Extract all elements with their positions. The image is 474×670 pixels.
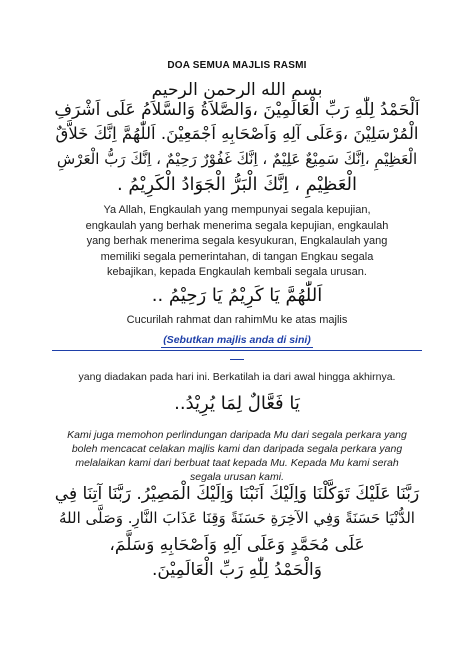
arabic-closing-line: عَلَى مُحَمَّدٍ وَعَلَى آلِهِ وَاَصْحَابِهِ وَسَلَّمَ، [109,535,365,555]
fill-in-dash [230,359,244,360]
majlis-name-placeholder [0,334,474,346]
malay-invocation-text: Cucurilah rahmat dan rahimMu ke atas majlis [126,314,348,326]
text-line: memiliki segala pemerintahan, di tangan Engkau segala [100,250,374,263]
text-line: segala urusan kami. [190,471,284,483]
text-line: kebajikan, kepada Engkaulah kembali segala urusan. [107,266,367,278]
malay-translation-paragraph [52,203,422,281]
text-line: Ya Allah, Engkaulah yang mempunyai segala kepujian, [103,204,371,216]
malay-protection-paragraph [52,428,422,484]
arabic-basmala: بسم الله الرحمن الرحيم [151,80,323,100]
arabic-invocation: اَللّٰهُمَّ يَا كَرِيْمُ يَا رَحِيْمُ .. [151,285,323,306]
arabic-closing-line: الدُّنْيَا حَسَنَةً وَفِي الآخِرَةِ حَسَنَةً وَقِنَا عَذَابَ النَّارِ. وَصَلَّى اللهُ [59,509,415,527]
arabic-opening-line: الْعَظِيْمِ ،اِنَّكَ سَمِيْعٌ عَلِيْمٌ ، اِنَّكَ غَفُوْرٌ رَحِيْمٌ ، اِنَّكَ رَبُّ الْعَرْشِ [56,150,418,168]
text-line: boleh mencacat celakan majlis kami dan daripada segala perkara yang [71,443,403,455]
arabic-opening-line: الْمُرْسَلِيْنَ ،وَعَلَى آلِهِ وَاَصْحَابِهِ اَجْمَعِيْنَ. اَللّٰهُمَّ اِنَّكَ خَلاَّقٌ [55,124,419,143]
text-line: engkaulah yang berhak menerima segala kepujian, engkaulah [85,219,389,232]
arabic-opening-line: اَلْحَمْدُ لِلّٰهِ رَبِّ الْعَالَمِيْنَ ،وَالصَّلاَةُ وَالسَّلاَمُ عَلَى اَشْرَفِ [54,100,420,120]
arabic-opening-line: الْعَظِيْمِ ، اِنَّكَ الْبَرُّ الْجَوَادُ الْكَرِيْمُ . [116,174,357,195]
page-title: DOA SEMUA MAJLIS RASMI [167,60,307,71]
placeholder-text: (Sebutkan majlis anda di sini) [163,334,311,346]
fill-in-line [52,350,422,351]
arabic-closing-line: وَالْحَمْدُ لِلّٰهِ رَبِّ الْعَالَمِيْنَ. [152,560,322,580]
malay-blessing-text: yang diadakan pada hari ini. Berkatilah ia dari awal hingga akhirnya. [78,371,396,383]
text-line: Kami juga memohon perlindungan daripada Mu dari segala perkara yang [67,429,407,441]
arabic-closing-line: رَبَّنَا عَلَيْكَ تَوَكَّلْنَا وَاِلَيْكَ اَنَبْنَا وَاِلَيْكَ الْمَصِيْرُ. رَبَّنَا آتِنَا فِي [54,484,420,504]
text-line: yang berhak menerima segala kesyukuran, Engkalaulah yang [86,235,388,247]
text-line: melalaikan kami dari berbuat taat kepada Mu. Kepada Mu kami serah [75,457,399,469]
arabic-ya-faal: يَا فَعَّالٌ لِمَا يُرِيْدُ.. [174,393,300,414]
